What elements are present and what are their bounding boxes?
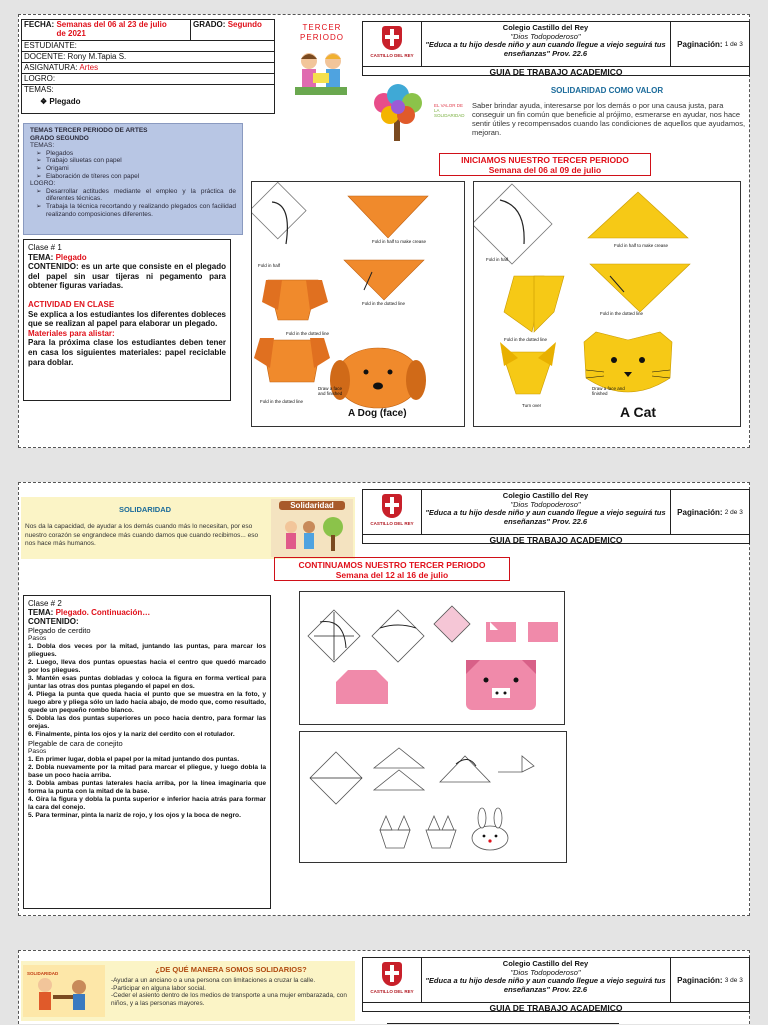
- continuamos-subtitle: Semana del 12 al 16 de julio: [335, 570, 449, 580]
- cerdito-step: 3. Mantén esas puntas dobladas y coloca la figura en forma vertical para juntar las otras dos puntas plegando el papel en dos.: [28, 675, 266, 690]
- shield-icon: [382, 962, 402, 986]
- cerdito-title: Plegado de cerdito: [28, 626, 91, 635]
- cat-step-1: Fold in half: [486, 257, 509, 262]
- solidaridad-banner: [21, 497, 355, 559]
- cat-step-3: Fold in the dotted line: [600, 311, 644, 316]
- school-name: Colegio Castillo del Rey: [502, 23, 589, 32]
- tree-label-2: LA SOLIDARIDAD: [434, 108, 465, 118]
- school-header: [362, 957, 750, 1012]
- motto-2: "Educa a tu hijo desde niño y aun cuando llegue a viejo seguirá tus enseñanzas" Prov. 22.6: [425, 976, 666, 994]
- inicio-subtitle: Semana del 06 al 09 de julio: [488, 165, 602, 175]
- docente-field: DOCENTE: Rony M.Tapia S.: [22, 52, 274, 63]
- dog-step-2: Fold in half to make crease: [372, 239, 427, 244]
- fecha-label: FECHA:: [24, 20, 55, 29]
- solidaridad-image-label: Solidaridad: [279, 501, 345, 510]
- fecha-value: Semanas del 06 al 23 de julio de 2021: [56, 20, 167, 38]
- pig-origami-diagram: [299, 591, 565, 725]
- grado-label: GRADO:: [193, 20, 226, 29]
- motto-2: "Educa a tu hijo desde niño y aun cuando llegue a viejo seguirá tus enseñanzas" Prov. 22.6: [425, 508, 666, 526]
- pasos-label: Pasos: [28, 748, 47, 755]
- shield-icon: [382, 26, 402, 50]
- logo-text: CASTILLO DEL REY: [370, 53, 414, 58]
- school-header: [362, 21, 750, 76]
- pagination-value: 3 de 3: [724, 976, 743, 984]
- tema-value: Plegado: [55, 252, 87, 262]
- bunny-origami-diagram: [299, 731, 567, 863]
- clase-title: Clase # 1: [28, 243, 62, 252]
- conejo-step: 1. En primer lugar, dobla el papel por la mitad juntando dos puntas.: [28, 756, 240, 763]
- school-name: Colegio Castillo del Rey: [502, 959, 589, 968]
- logro-list-item: ➢ Desarrollar actitudes mediante el empleo y la práctica de diferentes técnicas.: [46, 188, 236, 203]
- valor-text: Saber brindar ayuda, interesarse por los demás o por una causa justa, para conseguir un fin común que beneficie al prójimo, esmerarse en ayudar, nos hace sentir útiles y recompensados cuando las condiciones de aquellos que ayudamos, mejoran.: [472, 101, 746, 137]
- asignatura-value: Artes: [79, 63, 99, 72]
- dog-step-1: Fold in half: [258, 263, 281, 268]
- solidaridad-image: [271, 499, 353, 557]
- temas-box: [23, 123, 243, 235]
- dog-origami-diagram: [251, 181, 465, 427]
- cat-caption: A Cat: [620, 404, 657, 420]
- page-3: [18, 950, 750, 1024]
- cerdito-step: 4. Pliega la punta que queda hacia el punto que se muestra en la foto, y luego abre y pliega sólo un lado hacia abajo, de modo que, como resultado, quede un pequeño rombo blanco.: [28, 691, 266, 714]
- tema-label: TEMA:: [28, 252, 54, 262]
- grado-value: Segundo: [227, 20, 262, 29]
- cat-origami-diagram: [473, 181, 741, 427]
- conejo-title: Plegable de cara de conejito: [28, 739, 123, 748]
- materiales-title: Materiales para alistar:: [28, 328, 115, 338]
- pagination-label: Paginación:: [677, 975, 723, 985]
- tree-of-hands-icon: [362, 81, 432, 143]
- logo-text: CASTILLO DEL REY: [370, 989, 414, 994]
- logros-list: [30, 188, 236, 218]
- continuamos-title: CONTINUAMOS NUESTRO TERCER PERIODO: [298, 560, 486, 570]
- contenido-text: CONTENIDO: es un arte que consiste en el plegado del papel sin usar tijeras ni pegamento para obtener figuras variadas.: [28, 262, 226, 291]
- school-name: Colegio Castillo del Rey: [502, 491, 589, 500]
- cerdito-step: 5. Dobla las dos puntas superiores un poco hacia dentro, para formar las orejas.: [28, 715, 266, 730]
- tema-list-item: ➢ Elaboración de títeres con papel: [46, 173, 236, 181]
- guia-title: GUIA DE TRABAJO ACADEMICO: [363, 66, 749, 77]
- school-logo: [363, 22, 422, 66]
- inicio-title: INICIAMOS NUESTRO TERCER PERIODO: [461, 155, 629, 165]
- materiales-text: Para la próxima clase los estudiantes deben tener en casa los siguientes materiales: papel reciclable para doblar.: [28, 338, 226, 367]
- tema-value: Plegado. Continuación…: [55, 608, 151, 617]
- cat-step-5: Turn over: [522, 403, 542, 408]
- pagination-label: Paginación:: [677, 39, 723, 49]
- kids-reading-icon: [289, 43, 355, 103]
- dog-step-4: Fold in the dotted line: [286, 331, 330, 336]
- pagination-value: 1 de 3: [724, 40, 743, 48]
- cat-step-4: Fold in the dotted line: [504, 337, 548, 342]
- solidarios-line: -Ceder el asiento dentro de los medios de transporte a una mujer embarazada, con niños, y a las personas mayores.: [111, 992, 347, 1007]
- dog-step-3: Fold in the dotted line: [362, 301, 406, 306]
- periodo-title: TERCER PERIODO: [300, 23, 344, 42]
- contenido-label: CONTENIDO:: [28, 617, 79, 626]
- conejo-step: 5. Para terminar, pinta la nariz de rojo, y los ojos y la boca de negro.: [28, 812, 241, 819]
- clase-1-box: [23, 239, 231, 401]
- dog-step-5: Fold in the dotted line: [260, 399, 304, 404]
- tema-label: TEMA:: [28, 608, 54, 617]
- logro-list-item: ➢ Trabaja la técnica recortando y realizando plegados con facilidad realizando composiciones diferentes.: [46, 203, 236, 218]
- conejo-step: 2. Dobla nuevamente por la mitad para marcar el pliegue, y luego dobla la base un poco hacia arriba.: [28, 764, 266, 779]
- shield-icon: [382, 494, 402, 518]
- cerdito-step: 6. Finalmente, pinta los ojos y la nariz del cerdito con el rotulador.: [28, 731, 235, 738]
- guia-title: GUIA DE TRABAJO ACADEMICO: [363, 534, 749, 545]
- logro-field: LOGRO:: [22, 74, 274, 85]
- actividad-text: Se explica a los estudiantes los diferentes dobleces que se realizan al papel para elaborar un plegado.: [28, 309, 226, 329]
- cerdito-step: 1. Dobla dos veces por la mitad, juntando las puntas, para marcar los pliegues.: [28, 643, 266, 658]
- asignatura-label: ASIGNATURA:: [24, 63, 78, 72]
- tema-list-item: ➢ Origami: [46, 165, 236, 173]
- guia-title: GUIA DE TRABAJO ACADEMICO: [363, 1002, 749, 1013]
- pasos-label: Pasos: [28, 635, 47, 642]
- temas-box-grado: GRADO SEGUNDO: [30, 134, 89, 142]
- clase-2-box: [23, 595, 271, 909]
- valor-title: SOLIDARIDAD COMO VALOR: [550, 86, 664, 95]
- dog-step-6: Draw a face and finished: [318, 386, 343, 396]
- temas-list: [30, 150, 236, 180]
- cat-step-6: Draw a face and finished: [592, 386, 625, 396]
- temas-label: TEMAS:: [24, 85, 54, 94]
- tree-label-1: EL VALOR DE: [434, 103, 464, 108]
- logo-text: CASTILLO DEL REY: [370, 521, 414, 526]
- cerdito-step: 2. Luego, lleva dos puntas opuestas hacia el centro que quedó marcado por los pliegues.: [28, 659, 266, 674]
- solidarios-line: -Ayudar a un anciano o a una persona con limitaciones a cruzar la calle.: [111, 977, 316, 984]
- diamond-bullet-icon: ❖: [40, 97, 48, 106]
- solidarios-list: [111, 977, 355, 1007]
- cat-step-2: Fold in half to make crease: [614, 243, 669, 248]
- solidaridad-illustration-label: SOLIDARIDAD: [27, 971, 59, 976]
- valor-block: [362, 81, 750, 147]
- kids-helping-icon: [277, 515, 349, 557]
- pagination-label: Paginación:: [677, 507, 723, 517]
- motto-1: "Dios Todopoderoso": [510, 967, 581, 977]
- inicio-banner: [439, 153, 651, 176]
- page-2: [18, 482, 750, 916]
- page-1: [18, 14, 750, 448]
- pig-steps-svg: [300, 592, 565, 725]
- school-logo: [363, 490, 422, 534]
- tree-label: [434, 103, 470, 118]
- continuamos-banner: [274, 557, 510, 581]
- bunny-steps-svg: [300, 732, 567, 863]
- school-logo: [363, 958, 422, 1002]
- solidaridad-text: Nos da la capacidad, de ayudar a los demás cuando más lo necesitan, por eso nuestro corazón se engrandece más cuando damos que cuando recibimos... eso nos hace más humanos.: [25, 523, 259, 547]
- tema-list-item: ➢ Trabajo siluetas con papel: [46, 157, 236, 165]
- conejo-step: 4. Gira la figura y dobla la punta superior e inferior hacia atrás para formar la cara del conejo.: [28, 796, 266, 811]
- tema-item: Plegado: [49, 97, 81, 106]
- motto-2: "Educa a tu hijo desde niño y aun cuando llegue a viejo seguirá tus enseñanzas" Prov. 22.6: [425, 40, 666, 58]
- info-table: [21, 19, 275, 114]
- clase-title: Clase # 2: [28, 599, 62, 608]
- solidaridad-title: SOLIDARIDAD: [118, 505, 172, 514]
- pagination-value: 2 de 3: [724, 508, 743, 516]
- temas-box-title: TEMAS TERCER PERIODO DE ARTES: [30, 127, 148, 134]
- dog-caption: A Dog (face): [348, 408, 407, 419]
- actividad-title: ACTIVIDAD EN CLASE: [28, 299, 115, 309]
- solidarios-banner: [21, 961, 355, 1021]
- periodo-block: [289, 23, 355, 108]
- school-header: [362, 489, 750, 544]
- estudiante-field[interactable]: ESTUDIANTE:: [22, 41, 274, 52]
- solidarios-line: -Participar en alguna labor social.: [111, 984, 206, 992]
- tema-list-item: ➢ Plegados: [46, 150, 236, 158]
- solidarios-title: ¿DE QUÉ MANERA SOMOS SOLIDARIOS?: [155, 965, 307, 974]
- motto-1: "Dios Todopoderoso": [510, 31, 581, 41]
- temas-box-temas-label: TEMAS:: [30, 142, 55, 150]
- motto-1: "Dios Todopoderoso": [510, 499, 581, 509]
- conejo-step: 3. Dobla ambas puntas laterales hacia arriba, por la línea imaginaria que forma la punta con la mitad de la base.: [28, 780, 266, 795]
- temas-box-logro-label: LOGRO:: [30, 180, 56, 188]
